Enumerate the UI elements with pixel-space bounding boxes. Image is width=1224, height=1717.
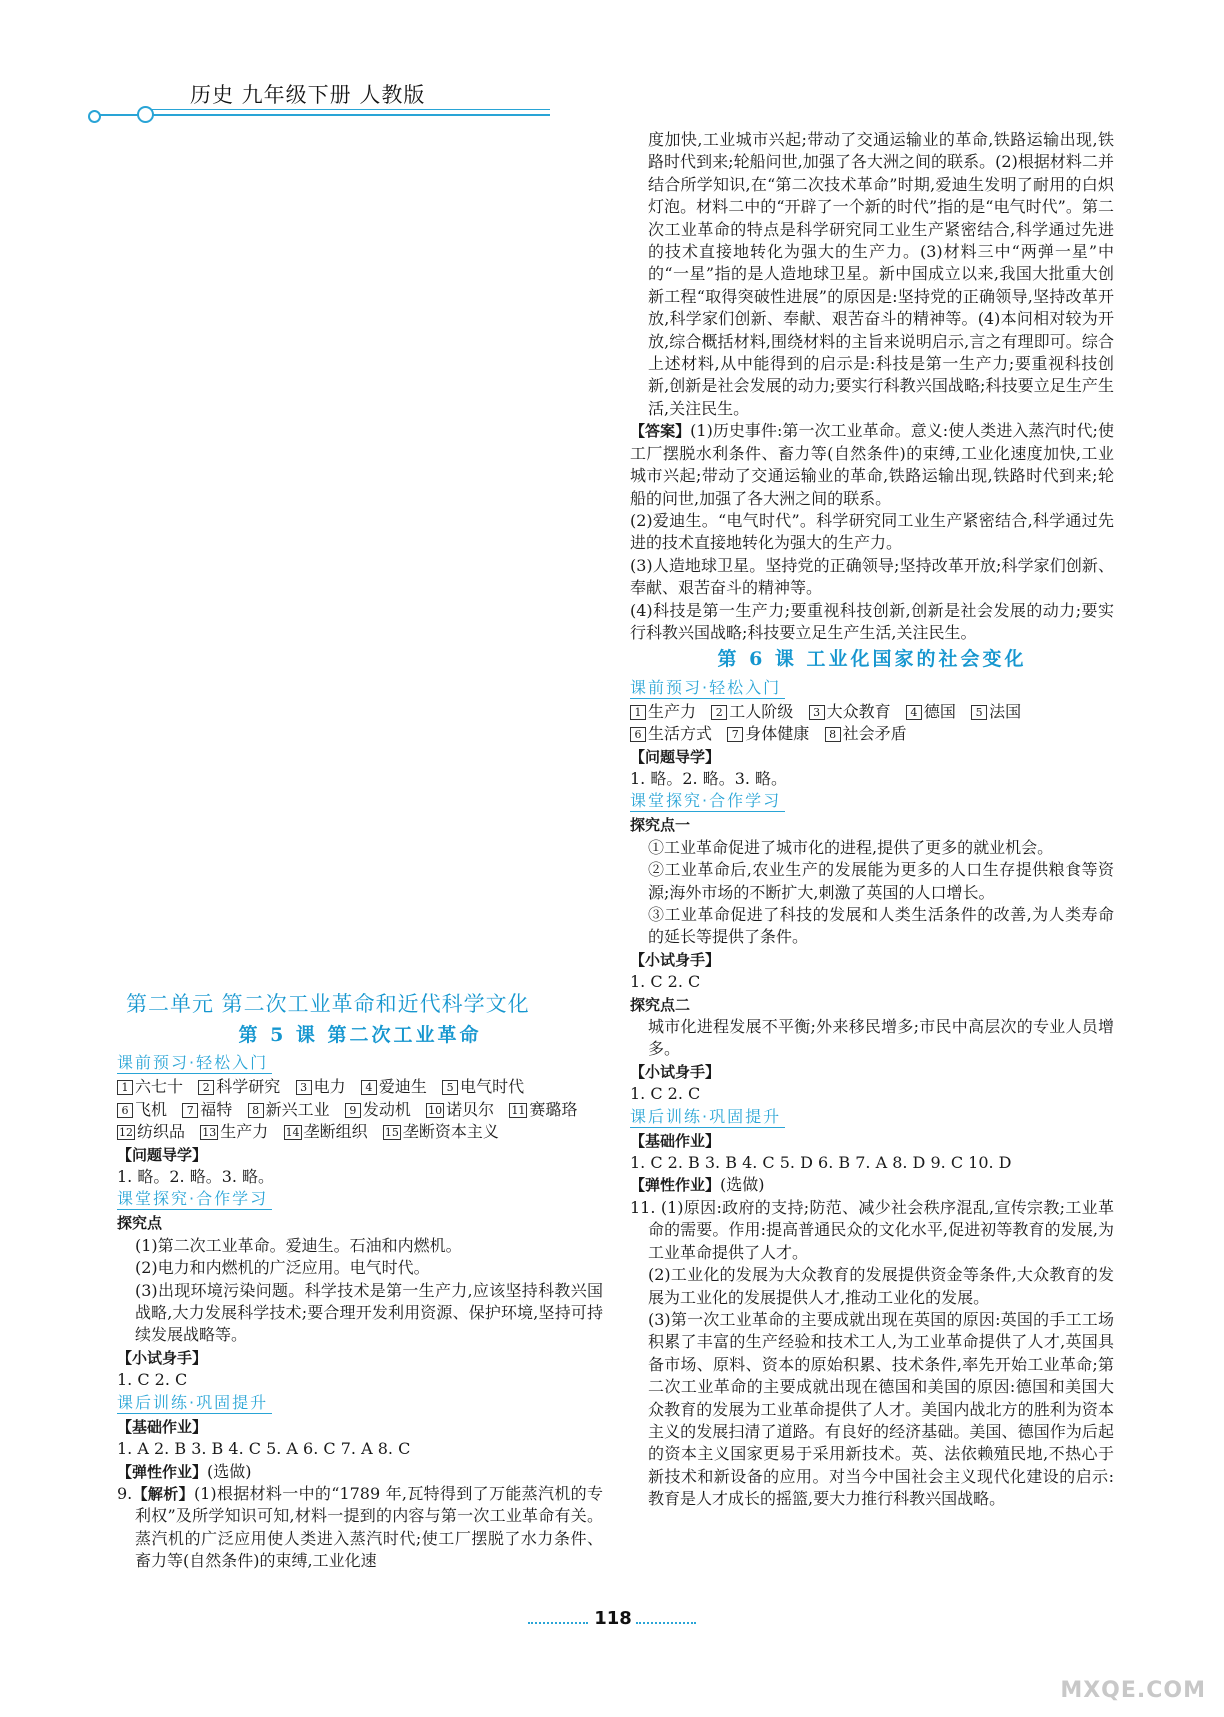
question-11-answer: (3)第一次工业革命的主要成就出现在英国的原因:英国的手工工场积累了丰富的生产经验和技术工人,为工业革命提供了人才,英国具备市场、原料、资本的原始积累、技术条件,率先开始工业革命;第二次工业革命的主要成就出现在德国和美国的原因:德国和美国大众教育的发展为工业革命提供了人才。美国内战北方的胜利为资本主义的发展扫清了道路。有良好的经济基础。美国、德国作为后起的资本主义国家更易于采用新技术。英、法依赖殖民地,不热心于新技术和新设备的应用。对当今中国社会主义现代化建设的启示:教育是人才成长的摇篮,要大力推行科教兴国战略。: [648, 1309, 1114, 1509]
dotted-rule-left: [528, 1622, 588, 1624]
blank-item: 7 福特: [182, 1100, 232, 1119]
explore-heading: 探究点: [117, 1214, 163, 1233]
explore-answer: ②工业革命后,农业生产的发展能为更多的人口生存提供粮食等资源;海外市场的不断扩大,刺激了英国的人口增长。: [648, 860, 1114, 902]
blank-item: 6 飞机: [117, 1100, 167, 1119]
explore-2-heading: 探究点二: [630, 995, 691, 1014]
book-title: 历史 九年级下册 人教版: [190, 83, 426, 107]
explore-answer: ③工业革命促进了科技的发展和人类生活条件的改善,为人类寿命的延长等提供了条件。: [648, 905, 1114, 947]
question-9-answer: 【答案】(1)历史事件:第一次工业革命。意义:使人类进入蒸汽时代;使工厂摆脱水利条件、畜力等(自然条件)的束缚,工业化速度加快,工业城市兴起;带动了交通运输业的革命,铁路运输出现,铁路时代到来;轮船的问世,加强了各大洲之间的联系。: [630, 421, 1114, 508]
question-9-analysis: 9.【解析】(1)根据材料一中的“1789 年,瓦特得到了万能蒸汽机的专利权”及所学知识可知,材料一提到的内容与第一次工业革命有关。蒸汽机的广泛应用使人类进入蒸汽时代;使工厂摆脱了水力条件、畜力等(自然条件)的束缚,工业化速: [117, 1483, 603, 1571]
blank-item: 4 德国: [906, 702, 956, 721]
try-answers: 1. C 2. C: [630, 1084, 701, 1104]
blank-item: 5 法国: [971, 702, 1021, 721]
flexible-homework-heading: 【弹性作业】(选做): [630, 1175, 765, 1195]
section-after-class: 课后训练·巩固提升: [117, 1393, 272, 1414]
right-column: [630, 129, 1114, 1511]
question-9-answer: (2)爱迪生。“电气时代”。科学研究同工业生产紧密结合,科学通过先进的技术直接地转化为强大的生产力。: [630, 510, 1114, 553]
question-9-answer: (4)科技是第一生产力;要重视科技创新,创新是社会发展的动力;要实行科教兴国战略;科技要立足生产生活,关注民生。: [630, 600, 1114, 642]
blank-item: 8 新兴工业: [248, 1100, 330, 1119]
blank-item: 5 电气时代: [442, 1077, 524, 1096]
lesson-6-title: 第 6 课 工业化国家的社会变化: [717, 648, 1027, 671]
blank-item: 9 发动机: [345, 1100, 411, 1119]
blank-item: 2 工人阶级: [711, 702, 793, 721]
question-11-answer: (2)工业化的发展为大众教育的发展提供资金等条件,大众教育的发展为工业化的发展提供人才,推动工业化的发展。: [648, 1265, 1114, 1307]
dotted-rule-right: [636, 1622, 696, 1624]
question-11-answer: 11. (1)原因:政府的支持;防范、减少社会秩序混乱,宣传宗教;工业革命的需要。作用:提高普通民众的文化水平,促进初等教育的发展,为工业革命提供了人才。: [630, 1197, 1114, 1262]
blank-item: 10 诺贝尔: [428, 1099, 495, 1119]
section-preview: 课前预习·轻松入门: [117, 1053, 272, 1074]
section-after-class: 课后训练·巩固提升: [630, 1107, 785, 1128]
section-preview: 课前预习·轻松入门: [630, 678, 785, 699]
header-circle-ornament: [88, 110, 101, 123]
try-answers: 1. C 2. C: [117, 1370, 188, 1390]
question-9-answer: (3)人造地球卫星。坚持党的正确领导;坚持改革开放;科学家们创新、奉献、艰苦奋斗的精神等。: [630, 555, 1114, 598]
fill-blank-answers: [117, 1076, 603, 1143]
unit-title: 第二单元 第二次工业革命和近代科学文化: [126, 992, 530, 1016]
question-guide-answers: 1. 略。2. 略。3. 略。: [630, 768, 788, 788]
header-rule: [94, 114, 550, 116]
page-number: 118: [594, 1608, 632, 1629]
basic-homework-heading: 【基础作业】: [630, 1131, 721, 1150]
blank-item: 14 垄断组织: [285, 1122, 368, 1142]
explore-answer: (1)第二次工业革命。爱迪生。石油和内燃机。: [135, 1235, 462, 1255]
explore-answer: (2)电力和内燃机的广泛应用。电气时代。: [135, 1258, 430, 1278]
explore-answer: ①工业革命促进了城市化的进程,提供了更多的就业机会。: [648, 837, 1054, 857]
blank-item: 3 电力: [296, 1077, 346, 1096]
blank-item: 4 爱迪生: [361, 1077, 427, 1096]
question-guide-heading: 【问题导学】: [117, 1145, 208, 1164]
try-heading: 【小试身手】: [630, 1062, 721, 1081]
blank-item: 8 社会矛盾: [825, 724, 907, 743]
section-classroom: 课堂探究·合作学习: [630, 791, 785, 812]
try-answers: 1. C 2. C: [630, 972, 701, 992]
page-number-badge: [528, 1604, 698, 1644]
fill-blank-answers: [630, 701, 1114, 746]
basic-homework-heading: 【基础作业】: [117, 1417, 208, 1436]
basic-homework-answers: 1. C 2. B 3. B 4. C 5. D 6. B 7. A 8. D 9. C 10. D: [630, 1153, 1012, 1173]
lesson-5-title: 第 5 课 第二次工业革命: [238, 1024, 482, 1046]
blank-item: 12 纺织品: [119, 1122, 186, 1142]
explore-answer: 城市化进程发展不平衡;外来移民增多;市民中高层次的专业人员增多。: [648, 1017, 1114, 1059]
header-rule-thin: [148, 109, 550, 110]
blank-item: 3 大众教育: [809, 702, 891, 721]
header-circle-ornament-large: [137, 106, 154, 123]
blank-item: 7 身体健康: [727, 724, 809, 743]
question-guide-heading: 【问题导学】: [630, 747, 721, 766]
watermark-logo: MXQE.COM: [1060, 1678, 1206, 1703]
explore-1-heading: 探究点一: [630, 816, 691, 835]
blank-item: 13 生产力: [202, 1122, 269, 1142]
question-9-analysis-continued: 度加快,工业城市兴起;带动了交通运输业的革命,铁路运输出现,铁路时代到来;轮船问世,加强了各大洲之间的联系。(2)根据材料二并结合所学知识,在“第二次技术革命”时期,爱迪生发明了耐用的白炽灯泡。材料二中的“开辟了一个新的时代”指的是“电气时代”。第二次工业革命的特点是科学研究同工业生产紧密结合,科学通过先进的技术直接地转化为强大的生产力。(3)材料三中“两弹一星”中的“一星”指的是人造地球卫星。新中国成立以来,我国大批重大创新工程“取得突破性进展”的原因是:坚持党的正确领导,坚持改革开放,科学家们创新、奉献、艰苦奋斗的精神等。(4)本问相对较为开放,综合概括材料,围绕材料的主旨来说明启示,言之有理即可。综合上述材料,从中能得到的启示是:科技是第一生产力;要重视科技创新,创新是社会发展的动力;要实行科教兴国战略;科技要立足生产生活,关注民生。: [648, 130, 1114, 418]
blank-item: 1 生产力: [630, 702, 696, 721]
try-heading: 【小试身手】: [117, 1348, 208, 1367]
question-guide-answers: 1. 略。2. 略。3. 略。: [117, 1167, 275, 1187]
page-header: [88, 75, 558, 125]
blank-item: 6 生活方式: [630, 724, 712, 743]
basic-homework-answers: 1. A 2. B 3. B 4. C 5. A 6. C 7. A 8. C: [117, 1439, 411, 1459]
blank-item: 1 六七十: [117, 1077, 183, 1096]
blank-item: 11 赛璐珞: [511, 1099, 578, 1119]
blank-item: 15 垄断资本主义: [384, 1122, 499, 1142]
try-heading: 【小试身手】: [630, 950, 721, 969]
flexible-homework-heading: 【弹性作业】(选做): [117, 1461, 252, 1481]
blank-item: 2 科学研究: [198, 1077, 280, 1096]
left-column: [117, 1020, 603, 1573]
explore-answer: (3)出现环境污染问题。科学技术是第一生产力,应该坚持科教兴国战略,大力发展科学技术;要合理开发利用资源、保护环境,坚持可持续发展战略等。: [135, 1280, 603, 1345]
section-classroom: 课堂探究·合作学习: [117, 1189, 272, 1210]
